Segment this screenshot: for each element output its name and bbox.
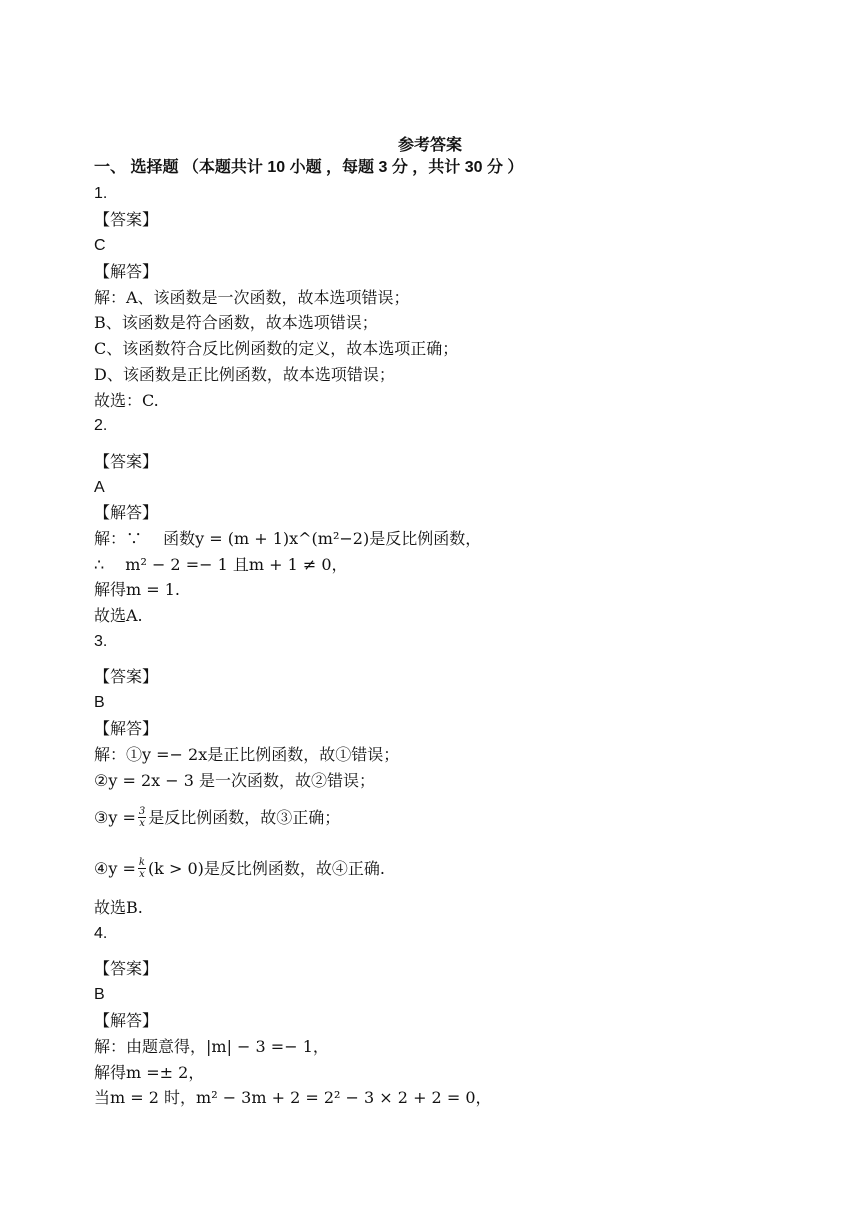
q3-solution-line: 故选B.: [94, 898, 143, 917]
fraction-denominator: x: [139, 818, 145, 829]
q4-answer-label: 【答案】: [94, 959, 159, 978]
q2-solution-line: 解：∵ 函数y = (m + 1)x^(m²−2)是反比例函数，: [94, 529, 482, 548]
fraction: [138, 806, 146, 829]
q3-line4-prefix: ④y =: [94, 858, 136, 878]
page-title: 参考答案: [397, 137, 462, 154]
q3-line4-suffix: (k > 0)是反比例函数，故④正确.: [147, 858, 385, 878]
fraction-numerator: k: [138, 857, 145, 868]
q3-solution-label: 【解答】: [94, 719, 159, 738]
q3-answer-label: 【答案】: [94, 667, 159, 686]
q1-solution-label: 【解答】: [94, 262, 159, 281]
q2-solution-label: 【解答】: [94, 503, 159, 522]
q2-answer: A: [94, 479, 105, 496]
q3-number: 3.: [94, 633, 108, 650]
q1-answer-label: 【答案】: [94, 210, 159, 229]
fraction: [138, 857, 146, 880]
q3-line3-suffix: 是反比例函数，故③正确；: [148, 807, 341, 827]
q3-fraction-line: [94, 853, 385, 884]
q3-solution-line: ②y = 2x − 3 是一次函数，故②错误；: [94, 771, 376, 790]
q3-line3-prefix: ③y =: [94, 807, 136, 827]
q3-answer: B: [94, 694, 105, 711]
q2-solution-line: 解得m = 1.: [94, 580, 181, 599]
fraction-denominator: x: [139, 869, 145, 880]
q1-answer: C: [94, 237, 106, 254]
section-heading: 一、 选择题 （本题共计 10 小题 ，每题 3 分 ，共计 30 分 ）: [94, 159, 524, 176]
q2-answer-label: 【答案】: [94, 452, 159, 471]
q1-solution-line: D、该函数是正比例函数，故本选项错误；: [94, 365, 395, 384]
q4-number: 4.: [94, 925, 108, 942]
q1-solution-line: 解：A、该函数是一次函数，故本选项错误；: [94, 288, 410, 307]
q2-solution-line: 故选A.: [94, 606, 143, 625]
q1-solution-line: C、该函数符合反比例函数的定义，故本选项正确；: [94, 339, 459, 358]
q1-solution-line: B、该函数是符合函数，故本选项错误；: [94, 313, 378, 332]
q4-solution-line: 解：由题意得，|m| − 3 =− 1，: [94, 1037, 329, 1056]
q1-number: 1.: [94, 185, 108, 202]
q4-solution-label: 【解答】: [94, 1011, 159, 1030]
q2-number: 2.: [94, 417, 108, 434]
q3-fraction-line: [94, 802, 340, 833]
q2-solution-line: ∴ m² − 2 =− 1 且m + 1 ≠ 0，: [94, 555, 348, 574]
q1-solution-line: 故选：C.: [94, 391, 159, 410]
q4-solution-line: 当m = 2 时，m² − 3m + 2 = 2² − 3 × 2 + 2 = 0，: [94, 1088, 492, 1107]
q3-solution-line: 解：①y =− 2x是正比例函数，故①错误；: [94, 745, 400, 764]
q4-answer: B: [94, 986, 105, 1003]
q4-solution-line: 解得m =± 2，: [94, 1063, 205, 1082]
fraction-numerator: 3: [138, 806, 146, 817]
